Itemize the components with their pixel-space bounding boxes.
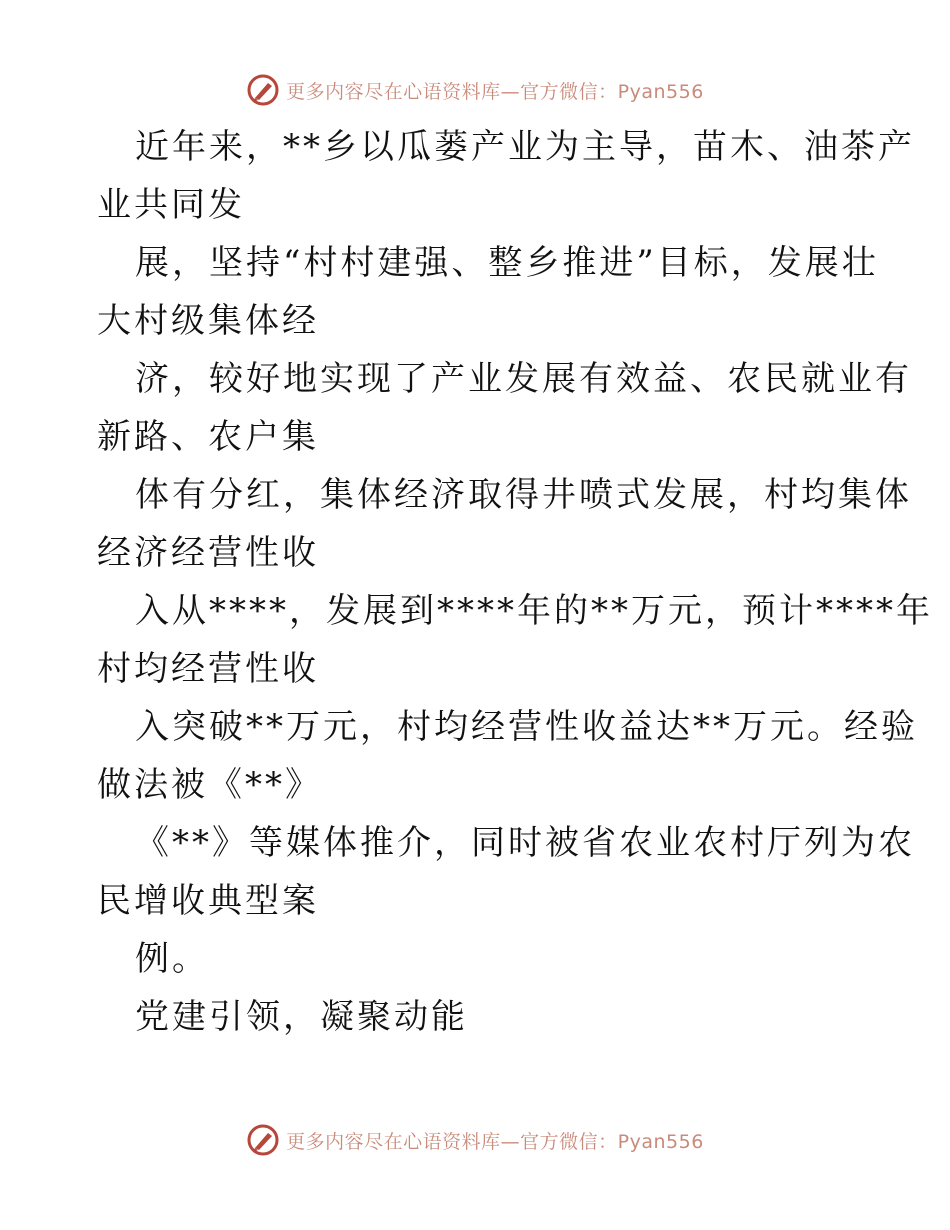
document-body [97,118,933,1046]
body-line: 入从****，发展到****年的**万元，预计****年 [135,591,933,631]
body-line: 经济经营性收 [97,533,319,573]
pen-nib-logo-icon [246,73,280,107]
body-line: 《**》等媒体推介，同时被省农业农村厅列为农 [135,823,915,863]
watermark-text: 更多内容尽在心语资料库—官方微信：Pyan556 [286,80,704,103]
body-line: 体有分红，集体经济取得井喷式发展，村均集体 [135,475,912,515]
body-line: 大村级集体经 [97,301,319,341]
header-watermark [0,72,950,108]
body-line: 民增收典型案 [97,881,319,921]
body-line: 近年来，**乡以瓜蒌产业为主导，苗木、油茶产 [135,127,915,167]
footer-watermark [0,1122,950,1158]
watermark-text: 更多内容尽在心语资料库—官方微信：Pyan556 [286,1130,704,1153]
section-heading: 党建引领，凝聚动能 [135,997,468,1037]
body-line: 做法被《**》 [97,765,322,805]
body-line: 例。 [135,939,209,979]
body-line: 村均经营性收 [97,649,319,689]
body-line: 业共同发 [97,185,245,225]
pen-nib-logo-icon [246,1123,280,1157]
body-line: 新路、农户集 [97,417,319,457]
body-line: 展，坚持“村村建强、整乡推进”目标，发展壮 [135,243,879,283]
body-line: 入突破**万元，村均经营性收益达**万元。经验 [135,707,918,747]
body-line: 济，较好地实现了产业发展有效益、农民就业有 [135,359,912,399]
